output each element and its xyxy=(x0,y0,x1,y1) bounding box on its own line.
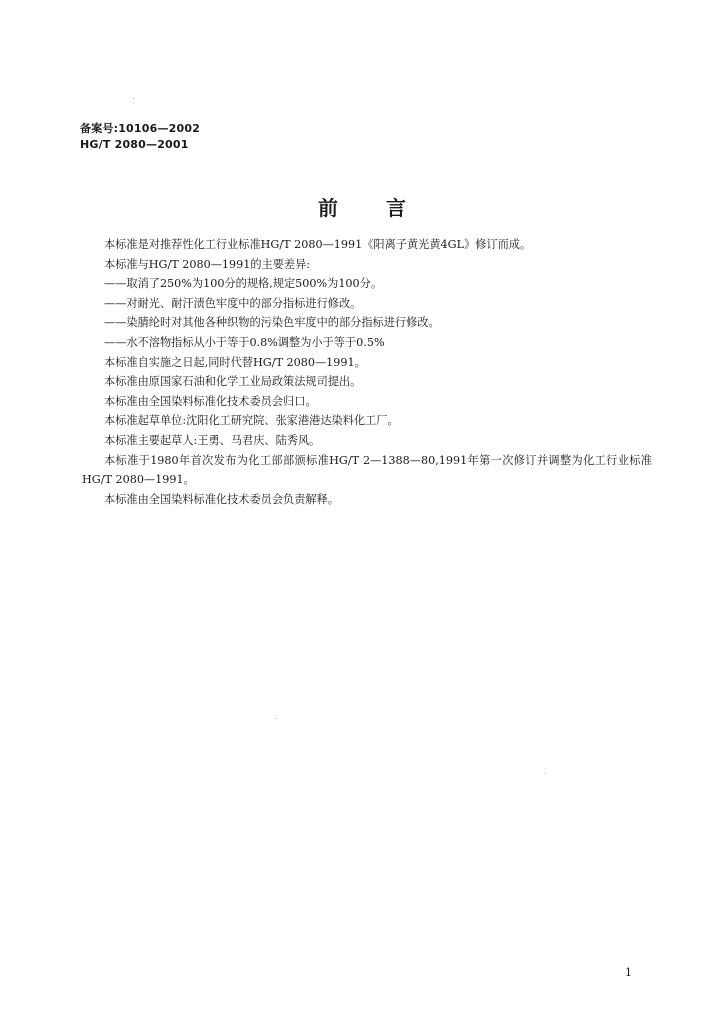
page-number: 1 xyxy=(625,966,632,979)
scan-speck xyxy=(276,718,277,719)
standard-code: HG/T 2080—2001 xyxy=(80,138,189,151)
scan-speck xyxy=(545,773,546,774)
paragraph: ——水不溶物指标从小于等于0.8%调整为小于等于0.5% xyxy=(104,335,385,349)
paragraph: 本标准由全国染料标准化技术委员会归口。 xyxy=(104,394,317,408)
paragraph: 本标准由原国家石油和化学工业局政策法规司提出。 xyxy=(104,375,362,389)
paragraph: 本标准主要起草人:王勇、马君庆、陆秀风。 xyxy=(104,433,321,447)
filing-number: 备案号:10106—2002 xyxy=(80,122,201,135)
paragraph: ——取消了250%为100分的规格,规定500%为100分。 xyxy=(104,277,383,291)
paragraph: 本标准由全国染料标准化技术委员会负责解释。 xyxy=(104,492,339,506)
paragraph: 本标准于1980年首次发布为化工部部颁标准HG/T 2—1388—80,1991年第一次修订并调整为化工行业标准HG/T 2080—1991。 xyxy=(82,453,652,487)
scan-speck xyxy=(133,98,134,99)
paragraph: 本标准起草单位:沈阳化工研究院、张家港港达染料化工厂。 xyxy=(104,414,399,428)
paragraph: 本标准是对推荐性化工行业标准HG/T 2080—1991《阳离子黄光黄4GL》修订而成。 xyxy=(104,238,532,251)
paragraph: ——对耐光、耐汗渍色牢度中的部分指标进行修改。 xyxy=(104,296,362,310)
paragraph: 本标准自实施之日起,同时代替HG/T 2080—1991。 xyxy=(104,355,366,369)
paragraph: 本标准与HG/T 2080—1991的主要差异: xyxy=(104,257,311,271)
paragraph: ——染腈纶时对其他各种织物的污染色牢度中的部分指标进行修改。 xyxy=(104,316,440,330)
page-title: 前言 xyxy=(318,196,454,220)
preface-body xyxy=(82,235,652,509)
